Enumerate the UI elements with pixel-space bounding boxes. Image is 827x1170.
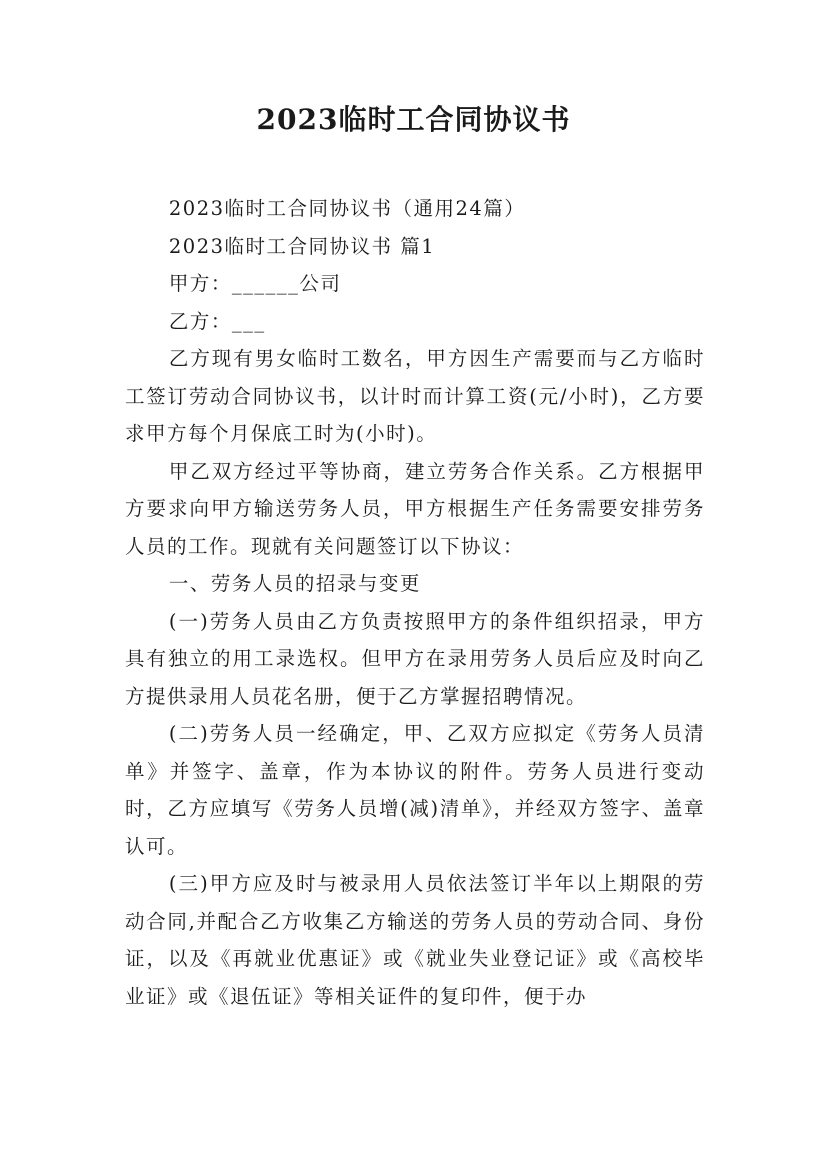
paragraph-clause: (二)劳务人员一经确定，甲、乙双方应拟定《劳务人员清单》并签字、盖章，作为本协议的附件。劳务人员进行变动时，乙方应填写《劳务人员增(减)清单》，并经双方签字、盖章认可。	[125, 722, 705, 858]
paragraph-section-heading: 2023临时工合同协议书 篇1	[168, 234, 436, 258]
paragraph-body: 乙方现有男女临时工数名，甲方因生产需要而与乙方临时工签订劳动合同协议书，以计时而计算工资(元/小时)，乙方要求甲方每个月保底工时为(小时)。	[125, 347, 705, 445]
paragraph-clause: (一)劳务人员由乙方负责按照甲方的条件组织招录，甲方具有独立的用工录选权。但甲方在录用劳务人员后应及时向乙方提供录用人员花名册，便于乙方掌握招聘情况。	[125, 609, 705, 708]
paragraph-party-b: 乙方：___	[168, 309, 266, 333]
paragraph-party-a: 甲方：______公司	[168, 272, 342, 295]
paragraph-body: 甲乙双方经过平等协商，建立劳务合作关系。乙方根据甲方要求向甲方输送劳务人员，甲方根据生产任务需要安排劳务人员的工作。现就有关问题签订以下协议：	[125, 459, 705, 558]
document-body	[125, 190, 705, 1015]
document-title: 2023临时工合同协议书	[256, 103, 571, 136]
paragraph-clause-heading: 一、劳务人员的招录与变更	[168, 572, 421, 595]
paragraph-subtitle: 2023临时工合同协议书（通用24篇）	[168, 197, 526, 220]
paragraph-clause: (三)甲方应及时与被录用人员依法签订半年以上期限的劳动合同,并配合乙方收集乙方输送的劳务人员的劳动合同、身份证，以及《再就业优惠证》或《就业失业登记证》或《高校毕业证》或《退伍证》等相关证件的复印件，便于办	[125, 872, 705, 1008]
